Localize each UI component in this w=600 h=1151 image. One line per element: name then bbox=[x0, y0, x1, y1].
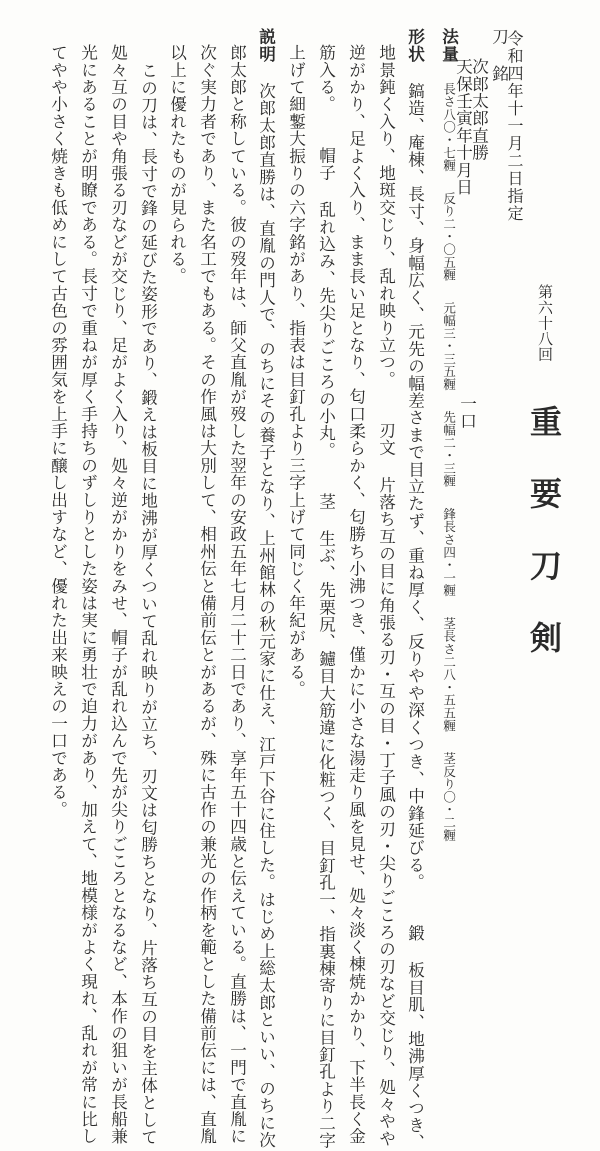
item-count: 一口 bbox=[457, 395, 477, 430]
description-line-4 bbox=[317, 44, 334, 1149]
shape-text: 鎬造、庵棟、長寸、身幅広く、元先の幅差さまで目立たず、重ね厚く、反りやや深くつき、中鋒延びる。 bbox=[405, 82, 425, 891]
measurement-base-width: 元幅三・三五糎 bbox=[441, 301, 457, 391]
hamon-label: 刃文 bbox=[376, 421, 396, 457]
boshi-label: 帽子 bbox=[316, 146, 336, 182]
explanation-line-7: 光にあることが明瞭である。長寸で重ねが厚く手持ちのずしりとした姿は実に勇壮で迫力があり、加えて、地模様がよく現れ、乱れが常に比し bbox=[78, 44, 98, 1145]
measurements-label: 法量 bbox=[439, 28, 459, 63]
nakago-text: 生ぶ、先栗尻、鑢目大筋違に化粧つく、目釘孔一、指裏棟寄りに目釘孔より二字 bbox=[316, 529, 336, 1150]
description-line-3: 逆がかり、足よく入り、まま長い足となり、匂口柔らかく、匂勝ち小沸つき、僅かに小さな湯走り風を見せ、処々淡く棟焼かかり、下半長く金 bbox=[346, 44, 366, 1145]
shape-label: 形状 bbox=[405, 28, 425, 63]
measurement-nakago-length: 茎長さ二八・五五糎 bbox=[441, 616, 457, 733]
item-type: 刀 bbox=[489, 28, 509, 46]
measurement-kissaki-length: 鋒長さ四・一糎 bbox=[441, 507, 457, 598]
explanation-line-3: 次ぐ実力者であり、また名工でもある。その作風は大別して、相州伝と備前伝とがあるが、殊に古作の兼光の作柄を範とした備前伝には、直胤 bbox=[197, 44, 217, 1145]
explanation-line-4: 以上に優れたものが見られる。 bbox=[167, 44, 187, 285]
measurement-tip-width: 先幅二・三糎 bbox=[441, 410, 457, 488]
hamon-text: 片落ち互の目に角張る刃・互の目・丁子風の刃・尖りごころの刃など交じり、処々やや bbox=[376, 476, 396, 1147]
description-line-2 bbox=[377, 44, 394, 1147]
explanation-line-5: この刀は、長寸で鋒の延びた姿形であり、鍛えは板目に地沸が厚くついて乱れ映りが立ち、刃文は匂勝ちとなり、片落ち互の目を主体として bbox=[138, 62, 158, 1146]
explanation-line-6: 処々互の目や角張る刃などが交じり、足がよく入り、処々逆がかりをみせ、帽子が乱れ込んで先が尖りごころとなるなど、本作の狙いが長船兼 bbox=[108, 44, 128, 1145]
mei-line-2: 天保壬寅年十月日 bbox=[453, 58, 473, 196]
mei-label: 銘 bbox=[489, 65, 509, 83]
session-number: 第六十八回 bbox=[536, 284, 554, 362]
measurement-length: 長さ八〇・七糎 bbox=[441, 82, 457, 172]
explanation-line-8: てやや小さく焼きも低めにして古色の雰囲気を上手に醸し出すなど、優れた出来映えの一口である。 bbox=[48, 44, 68, 818]
designation-date: 令和四年十一月二日指定 bbox=[505, 30, 524, 223]
nakago-label: 茎 bbox=[316, 492, 336, 511]
measurement-curvature: 反り二・〇五糎 bbox=[441, 191, 457, 282]
explanation-text: 次郎太郎直勝は、直胤の門人で、のちにその養子となり、上州館林の秋元家に仕え、江戸下谷に住した。はじめ上総太郎といい、のちに次 bbox=[256, 82, 276, 1149]
measurements-row bbox=[440, 28, 457, 842]
explanation-line-1 bbox=[257, 28, 274, 1149]
mei-line-1: 次郎太郎直勝 bbox=[469, 58, 489, 162]
explanation-label: 説明 bbox=[256, 28, 276, 63]
forging-text-cont: 地景鈍く入り、地斑交じり、乱れ映り立つ。 bbox=[376, 44, 396, 388]
description-line-1 bbox=[406, 28, 423, 1151]
measurement-nakago-curvature: 茎反り〇・二糎 bbox=[441, 751, 457, 842]
document-title: 重要刀剣 bbox=[525, 405, 563, 693]
description-line-5: 上げて細鏨大振りの六字銘があり、指表は目釘孔より三字上げて同じく年紀がある。 bbox=[286, 44, 306, 698]
forging-label: 鍛 bbox=[405, 924, 425, 942]
explanation-line-2: 郎太郎と称している。彼の歿年は、師父直胤が歿した翌年の安政五年七月二十二日であり、享年五十四歳と伝えている。直勝は、一門で直胤に bbox=[227, 44, 247, 1145]
boshi-text: 乱れ込み、先尖りごころの小丸。 bbox=[316, 200, 336, 459]
hamon-text-end: 筋入る。 bbox=[316, 44, 336, 113]
forging-text: 板目肌、地沸厚くつき、 bbox=[405, 961, 425, 1151]
